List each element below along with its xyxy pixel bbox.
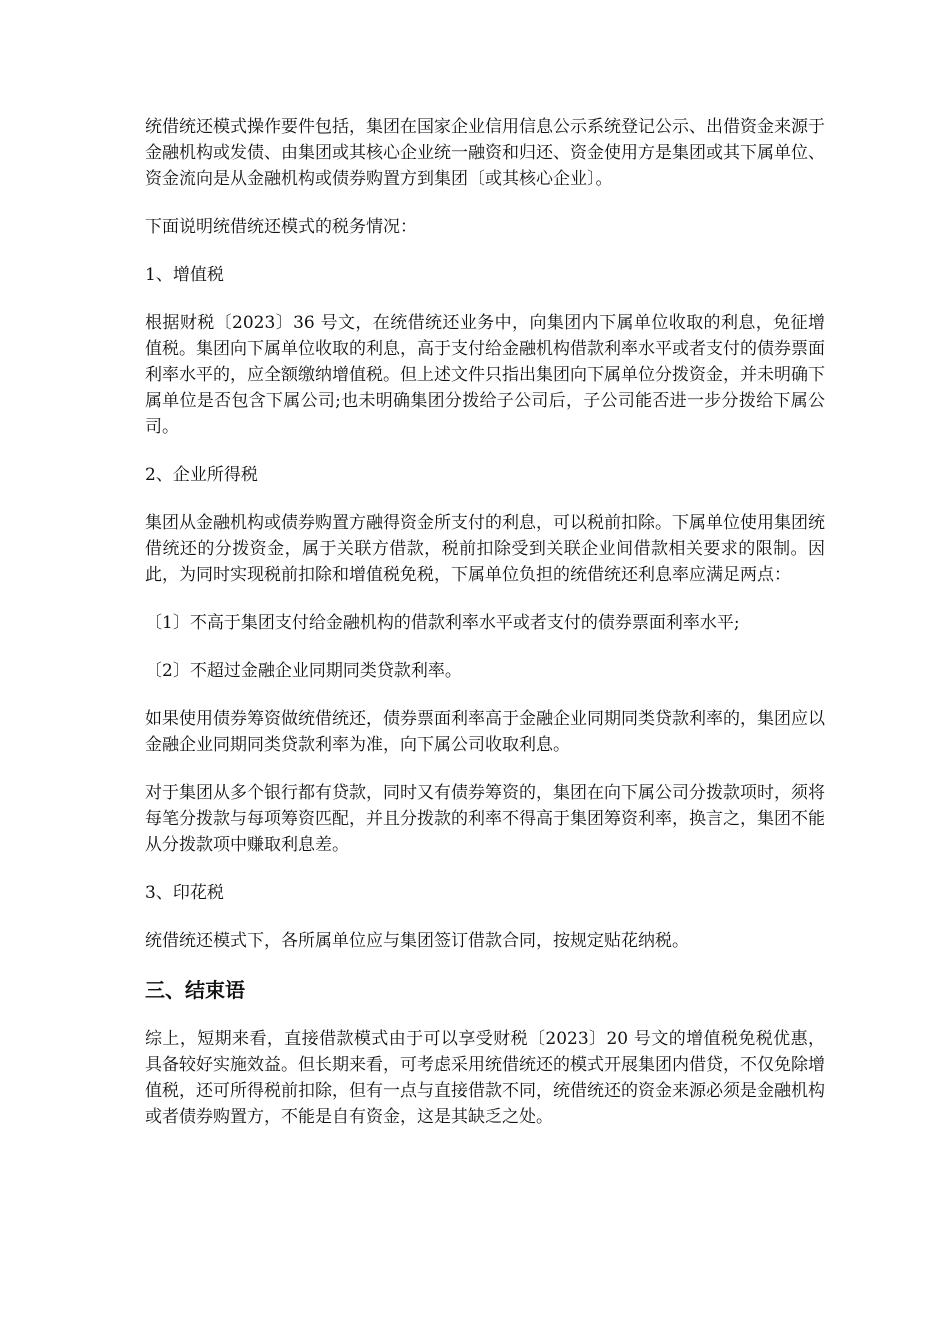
paragraph-vat: 根据财税〔2023〕36 号文，在统借统还业务中，向集团内下属单位收取的利息，免征增值税。集团向下属单位收取的利息，高于支付给金融机构借款利率水平或者支付的债券票面利率水平的，应全额缴纳增值税。但上述文件只指出集团向下属单位分拨资金，并未明确下属单位是否包含下属公司;也未明确集团分拨给子公司后，子公司能否进一步分拨给下属公司。 bbox=[145, 313, 825, 437]
document-body bbox=[145, 114, 825, 1152]
section-heading-conclusion: 三、结束语 bbox=[145, 978, 245, 1002]
paragraph-corporate-income-tax: 集团从金融机构或债券购置方融得资金所支付的利息，可以税前扣除。下属单位使用集团统借统还的分拨资金，属于关联方借款，税前扣除受到关联企业间借款相关要求的限制。因此，为同时实现税前扣除和增值税免税，下属单位负担的统借统还利息率应满足两点： bbox=[145, 513, 825, 585]
paragraph-multiple-loans: 对于集团从多个银行都有贷款，同时又有债券筹资的，集团在向下属公司分拨款项时，须将每笔分拨款与每项筹资匹配，并且分拨款的利率不得高于集团筹资利率，换言之，集团不能从分拨款项中赚取利息差。 bbox=[145, 783, 825, 855]
list-item-condition-1: 〔1〕不高于集团支付给金融机构的借款利率水平或者支付的债券票面利率水平; bbox=[145, 613, 740, 633]
subheading-vat: 1、增值税 bbox=[145, 265, 224, 285]
paragraph-bond-financing: 如果使用债券筹资做统借统还，债券票面利率高于金融企业同期同类贷款利率的，集团应以金融企业同期同类贷款利率为准，向下属公司收取利息。 bbox=[145, 709, 825, 755]
subheading-stamp-duty: 3、印花税 bbox=[145, 883, 224, 903]
paragraph-operation-requirements: 统借统还模式操作要件包括，集团在国家企业信用信息公示系统登记公示、出借资金来源于金融机构或发债、由集团或其核心企业统一融资和归还、资金使用方是集团或其下属单位、资金流向是从金融机构或债券购置方到集团〔或其核心企业〕。 bbox=[145, 117, 825, 189]
paragraph-tax-intro: 下面说明统借统还模式的税务情况： bbox=[145, 217, 417, 237]
paragraph-stamp-duty: 统借统还模式下，各所属单位应与集团签订借款合同，按规定贴花纳税。 bbox=[145, 931, 689, 951]
list-item-condition-2: 〔2〕不超过金融企业同期同类贷款利率。 bbox=[145, 661, 462, 681]
subheading-corporate-income-tax: 2、企业所得税 bbox=[145, 465, 258, 485]
paragraph-conclusion: 综上，短期来看，直接借款模式由于可以享受财税〔2023〕20 号文的增值税免税优惠，具备较好实施效益。但长期来看，可考虑采用统借统还的模式开展集团内借贷，不仅免除增值税，还可所得税前扣除，但有一点与直接借款不同，统借统还的资金来源必须是金融机构或者债券购置方，不能是自有资金，这是其缺乏之处。 bbox=[145, 1029, 825, 1127]
